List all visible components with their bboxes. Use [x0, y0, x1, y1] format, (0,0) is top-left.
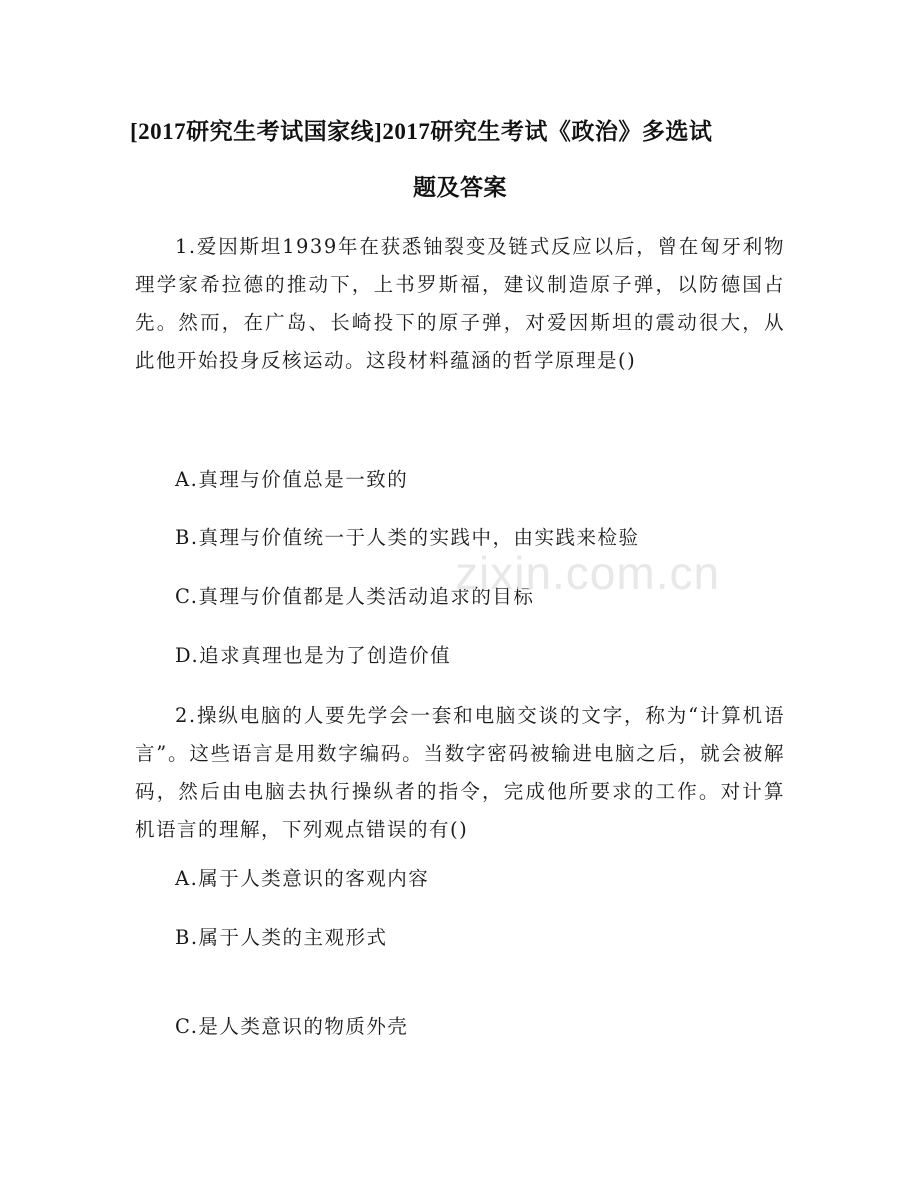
question-1-option-b: B.真理与价值统一于人类的实践中，由实践来检验	[175, 526, 640, 549]
question-2-option-a: A.属于人类意识的客观内容	[175, 867, 430, 890]
question-2-stem	[135, 697, 785, 849]
document-title-line-2: 题及答案	[413, 175, 507, 200]
question-1-option-d: D.追求真理也是为了创造价值	[175, 644, 452, 667]
watermark: zixin.com.cn	[455, 547, 721, 599]
question-1-option-a: A.真理与价值总是一致的	[175, 468, 409, 491]
question-2-stem-text: 2.操纵电脑的人要先学会一套和电脑交谈的文字，称为“计算机语言”。这些语言是用数字编码。当数字密码被输进电脑之后，就会被解码，然后由电脑去执行操纵者的指令，完成他所要求的工作。对计算机语言的理解，下列观点错误的有()	[135, 704, 785, 841]
document-title-line-1: [2017研究生考试国家线]2017研究生考试《政治》多选试	[130, 119, 713, 144]
question-1-stem-text: 1.爱因斯坦1939年在获悉铀裂变及链式反应以后，曾在匈牙利物理学家希拉德的推动下，上书罗斯福，建议制造原子弹，以防德国占先。然而，在广岛、长崎投下的原子弹，对爱因斯坦的震动很大，从此他开始投身反核运动。这段材料蕴涵的哲学原理是()	[135, 235, 785, 372]
question-2-option-c: C.是人类意识的物质外壳	[175, 1015, 409, 1038]
question-2-option-b: B.属于人类的主观形式	[175, 926, 388, 949]
question-1-option-c: C.真理与价值都是人类活动追求的目标	[175, 585, 535, 608]
question-1-stem	[135, 228, 785, 380]
